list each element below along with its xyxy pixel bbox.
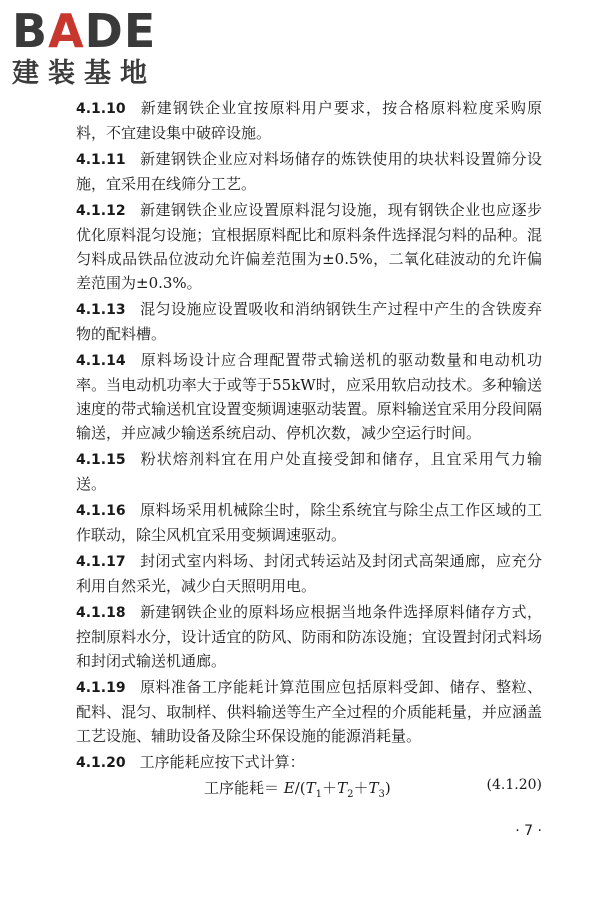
clause-4-1-17: 4.1.17 封闭式室内料场、封闭式转运站及封闭式高架通廊，应充分利用自然采光，减少白天照明用电。: [76, 552, 542, 595]
equation-expression: 工序能耗＝ $E/(T_1+T_2+T_3)$: [204, 779, 391, 800]
clause-4-1-18: 4.1.18 新建钢铁企业的原料场应根据当地条件选择原料储存方式，控制原料水分，设计适宜的防风、防雨和防冻设施；宜设置封闭式料场和封闭式输送机通廊。: [76, 603, 542, 670]
clause-4-1-13: 4.1.13 混匀设施应设置吸收和消纳钢铁生产过程中产生的含铁废弃物的配料槽。: [76, 300, 542, 343]
page-number: · 7 ·: [515, 823, 542, 839]
equation-number: (4.1.20): [486, 777, 542, 793]
clause-4-1-11: 4.1.11 新建钢铁企业应对料场储存的炼铁使用的块状料设置筛分设施，宜采用在线筛分工艺。: [76, 150, 542, 193]
clause-4-1-12: 4.1.12 新建钢铁企业应设置原料混匀设施，现有钢铁企业也应逐步优化原料混匀设施；宜根据原料配比和原料条件选择混匀料的品种。混匀料成品铁品位波动允许偏差范围为±0.5%，二氧化硅波动的允许偏差范围为±0.3%。: [76, 201, 542, 292]
equation-4-1-20: [76, 777, 542, 803]
brand-logo: [12, 6, 182, 92]
logo-wordmark: BADE: [12, 4, 157, 58]
clause-4-1-10: 4.1.10 新建钢铁企业宜按原料用户要求，按合格原料粒度采购原料，不宜建设集中破碎设施。: [76, 99, 542, 142]
logo-subtitle: 建装基地: [12, 58, 156, 89]
clause-4-1-15: 4.1.15 粉状熔剂料宜在用户处直接受卸和储存，且宜采用气力输送。: [76, 450, 542, 493]
document-body: [76, 96, 542, 803]
clause-4-1-19: 4.1.19 原料准备工序能耗计算范围应包括原料受卸、储存、整粒、配料、混匀、取制样、供料输送等生产全过程的介质能耗量，并应涵盖工艺设施、辅助设备及除尘环保设施的能源消耗量。: [76, 678, 542, 745]
clause-4-1-14: 4.1.14 原料场设计应合理配置带式输送机的驱动数量和电动机功率。当电动机功率大于或等于55kW时，应采用软启动技术。多种输送速度的带式输送机宜设置变频调速驱动装置。原料输送宜采用分段间隔输送，并应减少输送系统启动、停机次数，减少空运行时间。: [76, 351, 542, 442]
clause-4-1-16: 4.1.16 原料场采用机械除尘时，除尘系统宜与除尘点工作区域的工作联动，除尘风机宜采用变频调速驱动。: [76, 501, 542, 544]
clause-4-1-20: 4.1.20 工序能耗应按下式计算：: [76, 753, 305, 771]
